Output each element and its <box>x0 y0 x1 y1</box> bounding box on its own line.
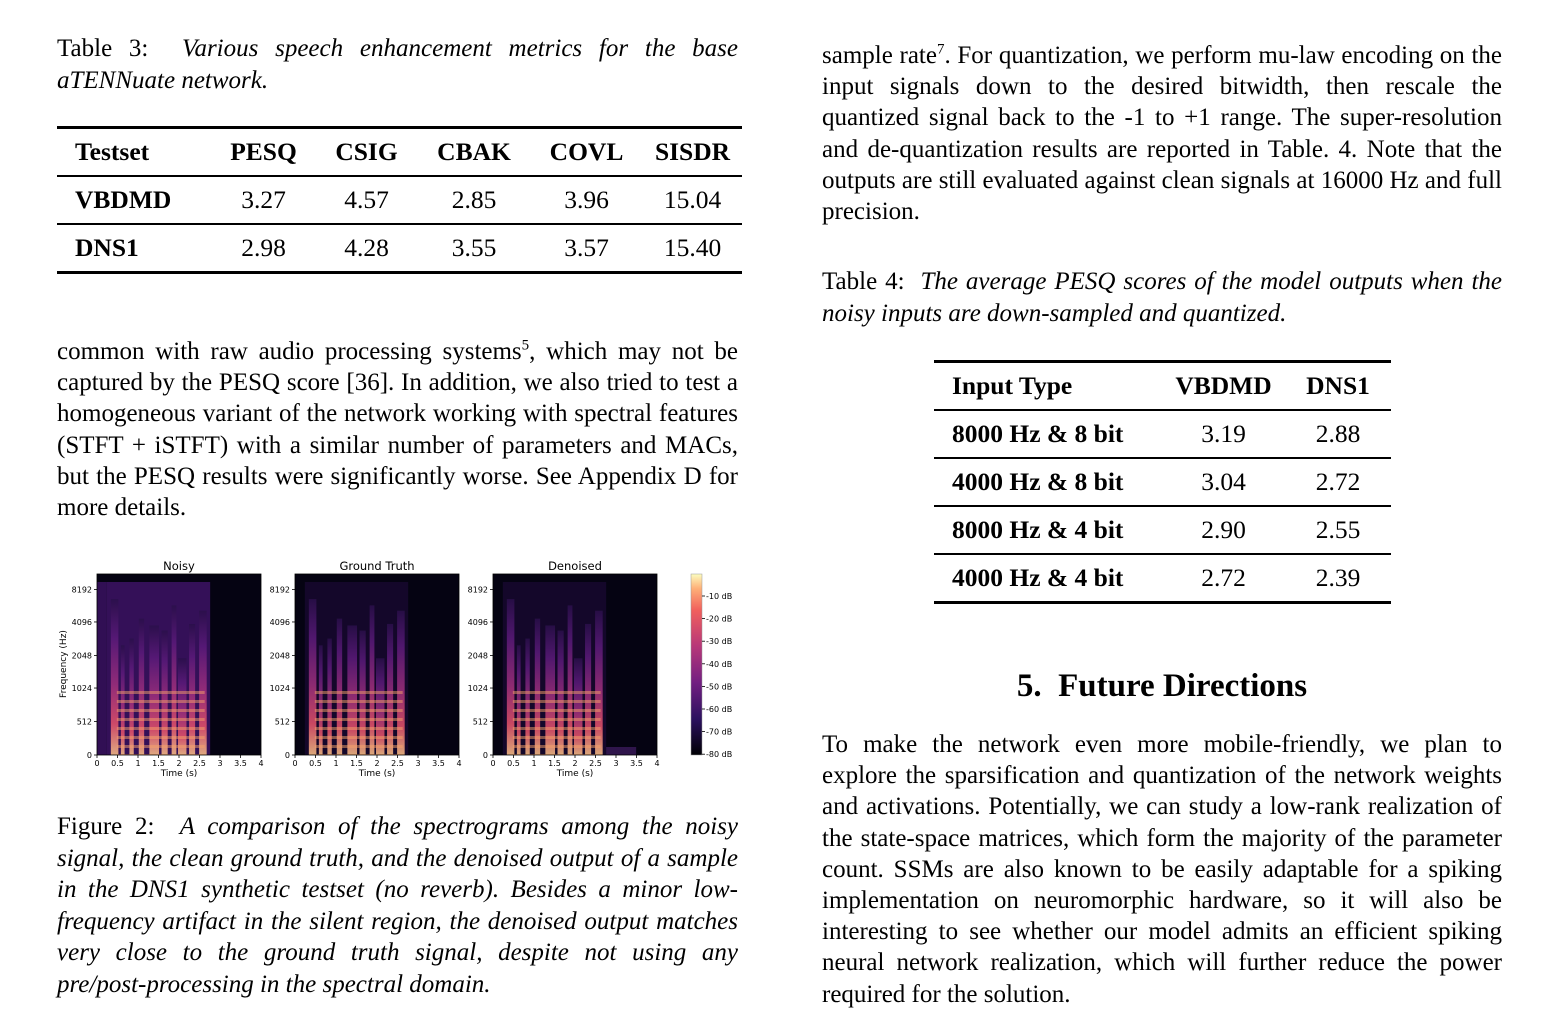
harmonics <box>513 686 601 755</box>
table4-row-label: 4000 Hz & 8 bit <box>934 458 1162 506</box>
y-tick-label: 4096 <box>71 617 92 627</box>
colorbar-tick-label: -80 dB <box>706 750 733 760</box>
x-tick-label: 2.5 <box>391 759 404 768</box>
y-tick-label: 0 <box>284 751 290 760</box>
y-tick-label: 4096 <box>467 617 488 627</box>
table3-cell: 3.27 <box>212 176 315 224</box>
table3-cell: 3.96 <box>530 176 643 224</box>
table3 <box>57 126 742 274</box>
table4-caption-text: The average PESQ scores of the model outputs when the noisy inputs are down-sampled and quantized. <box>822 268 1503 327</box>
table3-header-row <box>57 128 742 177</box>
x-tick-label: 0 <box>292 759 298 768</box>
table3-header-cell: CBAK <box>418 128 530 177</box>
panel-title: Denoised <box>548 559 602 573</box>
figure2-caption <box>57 811 738 1000</box>
table-row <box>57 176 742 224</box>
x-tick-label: 2 <box>572 759 578 768</box>
table3-caption <box>57 33 738 96</box>
y-tick-label: 8192 <box>71 585 92 595</box>
panel-title: Ground Truth <box>339 559 415 573</box>
table3-caption-label: Table 3: <box>57 35 149 62</box>
left-paragraph-text-a: common with raw audio processing systems <box>57 338 522 365</box>
table4-caption <box>822 266 1502 329</box>
harmonics <box>117 686 205 755</box>
harmonics <box>315 686 403 755</box>
x-tick-label: 2 <box>176 759 182 768</box>
x-axis-label: Time (s) <box>160 769 198 779</box>
x-tick-label: 0 <box>490 759 496 768</box>
table4-cell: 2.88 <box>1285 410 1391 458</box>
section5-paragraph: To make the network even more mobile-friendly, we plan to explore the sparsification and quantization of the network weights and activations. Potentially, we can study a low-rank realization of the state-space matrices, which form the majority of the parameter count. SSMs are also known to be easily adaptable for a spiking implementation on neuromorphic hardware, so it will also be interesting to see whether our model admits an efficient spiking neural network realization, which will further reduce the power required for the solution. <box>822 731 1502 1008</box>
table3-cell: 15.40 <box>643 224 742 273</box>
x-tick-label: 2.5 <box>193 759 206 768</box>
table4-row-label: 8000 Hz & 4 bit <box>934 506 1162 554</box>
y-tick-label: 512 <box>274 717 290 727</box>
table4-header-cell: VBDMD <box>1162 362 1285 411</box>
y-axis-label: Frequency (Hz) <box>59 630 69 698</box>
table3-cell: 15.04 <box>643 176 742 224</box>
table3-header-cell: COVL <box>530 128 643 177</box>
y-tick-label: 2048 <box>467 651 488 661</box>
x-tick-label: 4 <box>258 759 264 768</box>
x-tick-label: 3.5 <box>630 759 643 768</box>
y-tick-label: 512 <box>76 717 92 727</box>
x-tick-label: 4 <box>654 759 660 768</box>
section-number: 5. <box>1016 668 1042 704</box>
x-tick-label: 1.5 <box>548 759 561 768</box>
figure2-caption-label: Figure 2: <box>57 813 155 840</box>
x-tick-label: 3 <box>415 759 421 768</box>
table4-cell: 2.72 <box>1162 554 1285 603</box>
y-tick-label: 8192 <box>269 585 290 595</box>
table4-caption-label: Table 4: <box>822 268 905 295</box>
table3-header-cell: Testset <box>57 128 212 177</box>
right-body-paragraph <box>822 40 1502 227</box>
table4-row-label: 8000 Hz & 8 bit <box>934 410 1162 458</box>
table4-cell: 2.55 <box>1285 506 1391 554</box>
table4-header-cell: DNS1 <box>1285 362 1391 411</box>
y-tick-label: 1024 <box>71 684 92 694</box>
y-tick-label: 1024 <box>269 684 290 694</box>
table3-cell: 3.57 <box>530 224 643 273</box>
spectrogram-panel <box>468 559 660 779</box>
footnote-marker: 7 <box>936 41 945 58</box>
figure2-spectrograms <box>57 556 747 784</box>
table4-cell: 2.90 <box>1162 506 1285 554</box>
table3-cell: 4.28 <box>315 224 418 273</box>
y-tick-label: 8192 <box>467 585 488 595</box>
table4-header-cell: Input Type <box>934 362 1162 411</box>
x-axis-label: Time (s) <box>358 769 396 779</box>
colorbar <box>691 574 702 755</box>
x-tick-label: 0.5 <box>111 759 124 768</box>
table-row <box>934 458 1391 506</box>
colorbar-tick-label: -10 dB <box>706 592 733 601</box>
table3-cell: 4.57 <box>315 176 418 224</box>
y-tick-label: 4096 <box>269 617 290 627</box>
colorbar-tick-label: -60 dB <box>706 705 733 714</box>
x-tick-label: 4 <box>456 759 462 768</box>
y-tick-label: 2048 <box>269 651 290 661</box>
colorbar-tick-label: -50 dB <box>706 682 733 692</box>
noise-region <box>97 582 107 755</box>
table3-cell: 3.55 <box>418 224 530 273</box>
table3-caption-text: Various speech enhancement metrics for the base aTENNuate network. <box>57 35 739 94</box>
section-heading <box>822 668 1502 705</box>
y-tick-label: 1024 <box>467 684 488 694</box>
right-paragraph-text-a: sample rate <box>822 42 937 69</box>
section-title: Future Directions <box>1058 668 1308 704</box>
x-tick-label: 0 <box>94 759 100 768</box>
table-row <box>934 554 1391 603</box>
y-tick-label: 0 <box>482 751 488 760</box>
x-tick-label: 1 <box>135 759 141 768</box>
table3-header-cell: CSIG <box>315 128 418 177</box>
x-axis-label: Time (s) <box>556 769 594 779</box>
spectrogram-panel <box>72 559 264 779</box>
left-paragraph-text-b: , which may not be captured by the PESQ score [36]. In addition, we also tried to test a homogeneous variant of the network working with spectral features (STFT + iSTFT) with a similar number of parameters and MACs, but the PESQ results were significantly worse. See Appendix D for more details. <box>57 338 738 522</box>
table4-cell: 2.72 <box>1285 458 1391 506</box>
table3-header-cell: SISDR <box>643 128 742 177</box>
y-tick-label: 0 <box>86 751 92 760</box>
table4-row-label: 4000 Hz & 4 bit <box>934 554 1162 603</box>
low-frequency-artifact <box>606 747 636 755</box>
panel-title: Noisy <box>163 559 195 573</box>
x-tick-label: 3 <box>217 759 223 768</box>
table4-header-row <box>934 362 1391 411</box>
table-row <box>934 410 1391 458</box>
x-tick-label: 3.5 <box>234 759 247 768</box>
x-tick-label: 1 <box>333 759 339 768</box>
colorbar-tick-label: -30 dB <box>706 637 733 647</box>
table3-header-cell: PESQ <box>212 128 315 177</box>
right-paragraph-text-b: . For quantization, we perform mu-law encoding on the input signals down to the desired bitwidth, then rescale the quantized signal back to the -1 to +1 range. The super-resolution and de-quantization results are reported in Table. 4. Note that the outputs are still evaluated against clean signals at 16000 Hz and full precision. <box>822 42 1502 226</box>
table3-cell: 2.85 <box>418 176 530 224</box>
x-tick-label: 1.5 <box>152 759 165 768</box>
colorbar-tick-label: -70 dB <box>706 727 733 737</box>
table3-row-label: VBDMD <box>57 176 212 224</box>
spectrogram-panel <box>270 559 462 779</box>
x-tick-label: 1 <box>531 759 537 768</box>
y-tick-label: 512 <box>472 717 488 727</box>
table4-cell: 3.19 <box>1162 410 1285 458</box>
colorbar-tick-label: -20 dB <box>706 614 733 624</box>
x-tick-label: 3.5 <box>432 759 445 768</box>
x-tick-label: 3 <box>613 759 619 768</box>
table4-cell: 2.39 <box>1285 554 1391 603</box>
table-row <box>57 224 742 273</box>
table3-cell: 2.98 <box>212 224 315 273</box>
table4 <box>934 360 1391 604</box>
x-tick-label: 2.5 <box>589 759 602 768</box>
footnote-marker: 5 <box>521 337 530 354</box>
x-tick-label: 2 <box>374 759 380 768</box>
x-tick-label: 1.5 <box>350 759 363 768</box>
x-tick-label: 0.5 <box>309 759 322 768</box>
x-tick-label: 0.5 <box>507 759 520 768</box>
colorbar-tick-label: -40 dB <box>706 659 733 669</box>
table-row <box>934 506 1391 554</box>
y-tick-label: 2048 <box>71 651 92 661</box>
left-body-paragraph <box>57 336 738 523</box>
table3-row-label: DNS1 <box>57 224 212 273</box>
figure2-caption-text: A comparison of the spectrograms among the noisy signal, the clean ground truth, and the denoised output of a sample in the DNS1 synthetic testset (no reverb). Besides a minor low-frequency artifact in the silent region, the denoised output matches very close to the ground truth signal, despite not using any pre/post-processing in the spectral domain. <box>57 813 738 998</box>
table4-cell: 3.04 <box>1162 458 1285 506</box>
